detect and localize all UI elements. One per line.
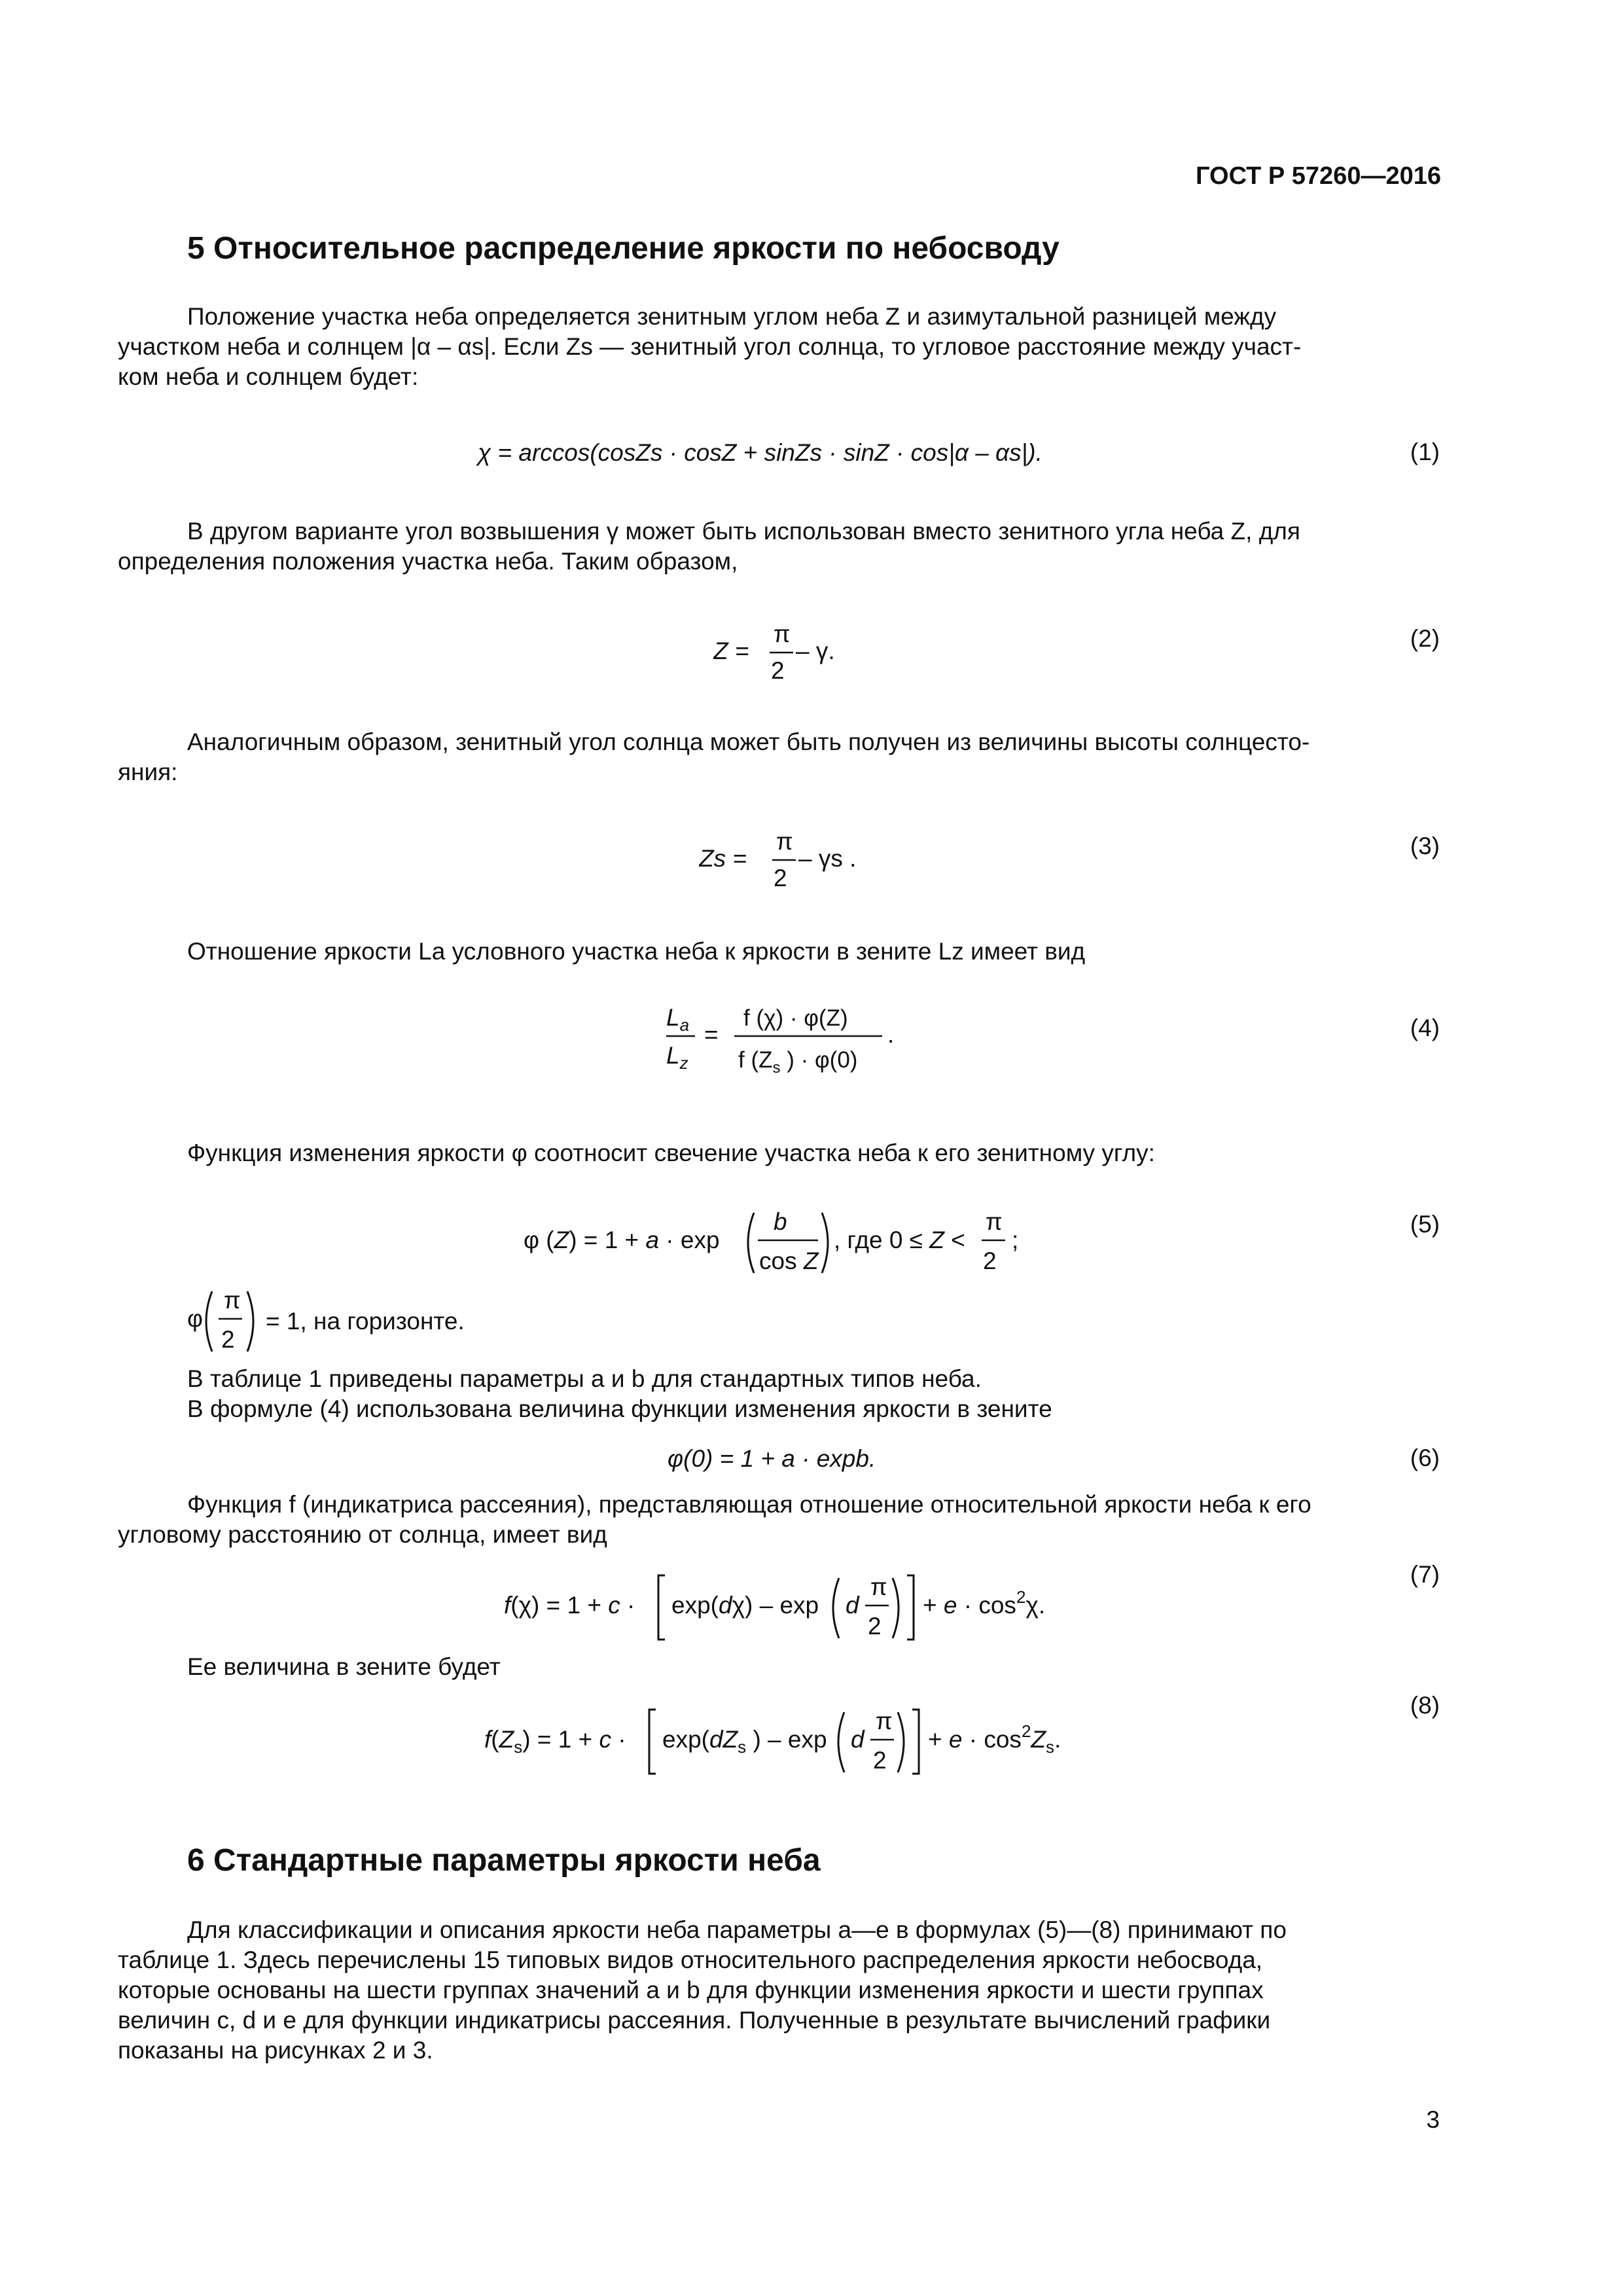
formula-1: χ = arccos(cosZs · cosZ + sinZs · sinZ · cos|α – αs|). xyxy=(478,439,1043,466)
svg-text:f (Zs ) · φ(0): f ($Z_s$ ) · φ(0) xyxy=(738,1047,858,1077)
s5-p3-line2: яния: xyxy=(118,759,178,785)
s6-p1-line3: которые основаны на шести группах значений a и b для функции изменения яркости и шести группах xyxy=(118,1977,1264,2003)
phi-half-pi xyxy=(187,1280,266,1368)
svg-text:2: 2 xyxy=(868,1613,882,1640)
svg-text:+ e · cos2Zs.: + $e \cdot \cos^2Z_s$. xyxy=(928,1721,1061,1757)
s5-p7: В формуле (4) использована величина функции изменения яркости в зените xyxy=(187,1395,1052,1422)
s5-p6: В таблице 1 приведены параметры a и b для стандартных типов неба. xyxy=(187,1365,982,1392)
svg-text:=: = xyxy=(704,1021,719,1048)
formula-number-1: (1) xyxy=(1410,439,1440,465)
svg-text:φ: φ xyxy=(187,1305,203,1332)
svg-text:exp(dχ) – exp: exp(dχ) – exp xyxy=(671,1592,819,1619)
svg-text:π: π xyxy=(776,828,793,855)
svg-text:2: 2 xyxy=(873,1747,887,1774)
s5-p5: Функция изменения яркости φ соотносит свечение участка неба к его зенитному углу: xyxy=(187,1139,1155,1166)
s5-p1-line1: Положение участка неба определяется зенитным углом неба Z и азимутальной разницей между xyxy=(187,303,1277,330)
s5-p1-line3: ком неба и солнцем будет: xyxy=(118,363,419,390)
s5-p3-line1: Аналогичным образом, зенитный угол солнца может быть получен из величины высоты солнцесто- xyxy=(187,728,1310,755)
svg-text:2: 2 xyxy=(771,657,785,684)
s5-p9: Ее величина в зените будет xyxy=(187,1653,501,1680)
svg-text:f (χ) · φ(Z): f (χ) · φ(Z) xyxy=(743,1005,848,1031)
svg-text:, где 0 ≤ Z <: , где 0 ≤ Z < xyxy=(834,1227,965,1253)
s5-p4: Отношение яркости La условного участка неба к яркости в зените Lz имеет вид xyxy=(187,938,1086,965)
svg-text:b: b xyxy=(774,1208,787,1235)
formula-number-8: (8) xyxy=(1410,1692,1440,1719)
svg-text:d: d xyxy=(846,1592,859,1619)
formula-2 xyxy=(713,619,870,694)
f3-rhs: – γs . xyxy=(798,845,857,872)
formula-number-5: (5) xyxy=(1410,1211,1440,1238)
svg-text:f(χ) = 1 + c ·: f(χ) = 1 + c · xyxy=(504,1592,635,1619)
svg-text:2: 2 xyxy=(774,865,787,891)
svg-text:f(Zs) = 1 + c ·: $f(Z_s) = 1 + c$ · xyxy=(484,1726,626,1757)
s5-p2-line2: определения положения участка неба. Таким образом, xyxy=(118,548,738,575)
svg-text:2: 2 xyxy=(983,1247,997,1274)
formula-7 xyxy=(504,1561,1093,1656)
svg-text:;: ; xyxy=(1012,1227,1019,1253)
svg-text:π: π xyxy=(774,620,791,647)
svg-text:cos Z: cos Z xyxy=(759,1247,819,1274)
s6-p1-line5: показаны на рисунках 2 и 3. xyxy=(118,2037,433,2064)
s6-p1-line2: таблице 1. Здесь перечислены 15 типовых видов относительного распределения яркости небосвода, xyxy=(118,1946,1263,1973)
svg-text:φ (Z) = 1 + a · exp: φ (Z) = 1 + a · exp xyxy=(524,1227,720,1253)
s6-p1-line4: величин c, d и e для функции индикатрисы рассеяния. Полученные в результате вычислений графики xyxy=(118,2007,1271,2034)
formula-3 xyxy=(699,826,869,901)
svg-text:π: π xyxy=(224,1287,241,1314)
svg-text:La: $L_a$ xyxy=(666,1004,690,1035)
formula-5 xyxy=(524,1201,1047,1289)
formula-number-4: (4) xyxy=(1410,1014,1440,1041)
svg-text:exp(dZs ) – exp: $\exp(dZ_s$ ) – exp xyxy=(662,1726,827,1757)
s5-p1-line2: участком неба и солнцем |α – αs|. Если Zs — зенитный угол солнца, то угловое расстояние между участ- xyxy=(118,333,1302,360)
svg-text:d: d xyxy=(851,1726,865,1753)
page-number: 3 xyxy=(1426,2106,1440,2133)
f2-rhs: – γ. xyxy=(796,637,835,664)
formula-number-6: (6) xyxy=(1410,1444,1440,1471)
formula-4 xyxy=(666,998,915,1086)
svg-text:.: . xyxy=(887,1021,895,1048)
formula-number-2: (2) xyxy=(1410,625,1440,652)
formula-number-3: (3) xyxy=(1410,833,1440,859)
svg-text:π: π xyxy=(986,1208,1003,1235)
horizon-text: = 1, на горизонте. xyxy=(266,1308,465,1335)
s5-p8-line1: Функция f (индикатриса рассеяния), представляющая отношение относительной яркости неба к его xyxy=(187,1491,1311,1518)
f3-lhs: Zs = xyxy=(699,845,747,872)
s5-p8-line2: угловому расстоянию от солнца, имеет вид xyxy=(118,1521,607,1548)
svg-text:Lz: $L_z$ xyxy=(666,1042,688,1073)
f2-lhs: Z = xyxy=(713,637,749,664)
svg-text:2: 2 xyxy=(221,1326,235,1353)
formula-number-7: (7) xyxy=(1410,1561,1440,1588)
svg-text:π: π xyxy=(870,1573,887,1600)
section-6-title: 6 Стандартные параметры яркости неба xyxy=(187,1843,821,1878)
s6-p1-line1: Для классификации и описания яркости неба параметры a—e в формулах (5)—(8) принимают по xyxy=(187,1916,1287,1943)
formula-8 xyxy=(484,1695,1113,1790)
formula-6: φ(0) = 1 + a · expb. xyxy=(668,1445,876,1472)
svg-text:+ e · cos2χ.: + $e \cdot \cos^2\chi$. xyxy=(923,1587,1046,1619)
document-code: ГОСТ Р 57260—2016 xyxy=(1196,162,1441,190)
s5-p2-line1: В другом варианте угол возвышения γ может быть использован вместо зенитного угла неба Z, для xyxy=(187,518,1300,545)
section-5-title: 5 Относительное распределение яркости по небосводу xyxy=(187,231,1060,266)
svg-text:π: π xyxy=(876,1708,893,1734)
